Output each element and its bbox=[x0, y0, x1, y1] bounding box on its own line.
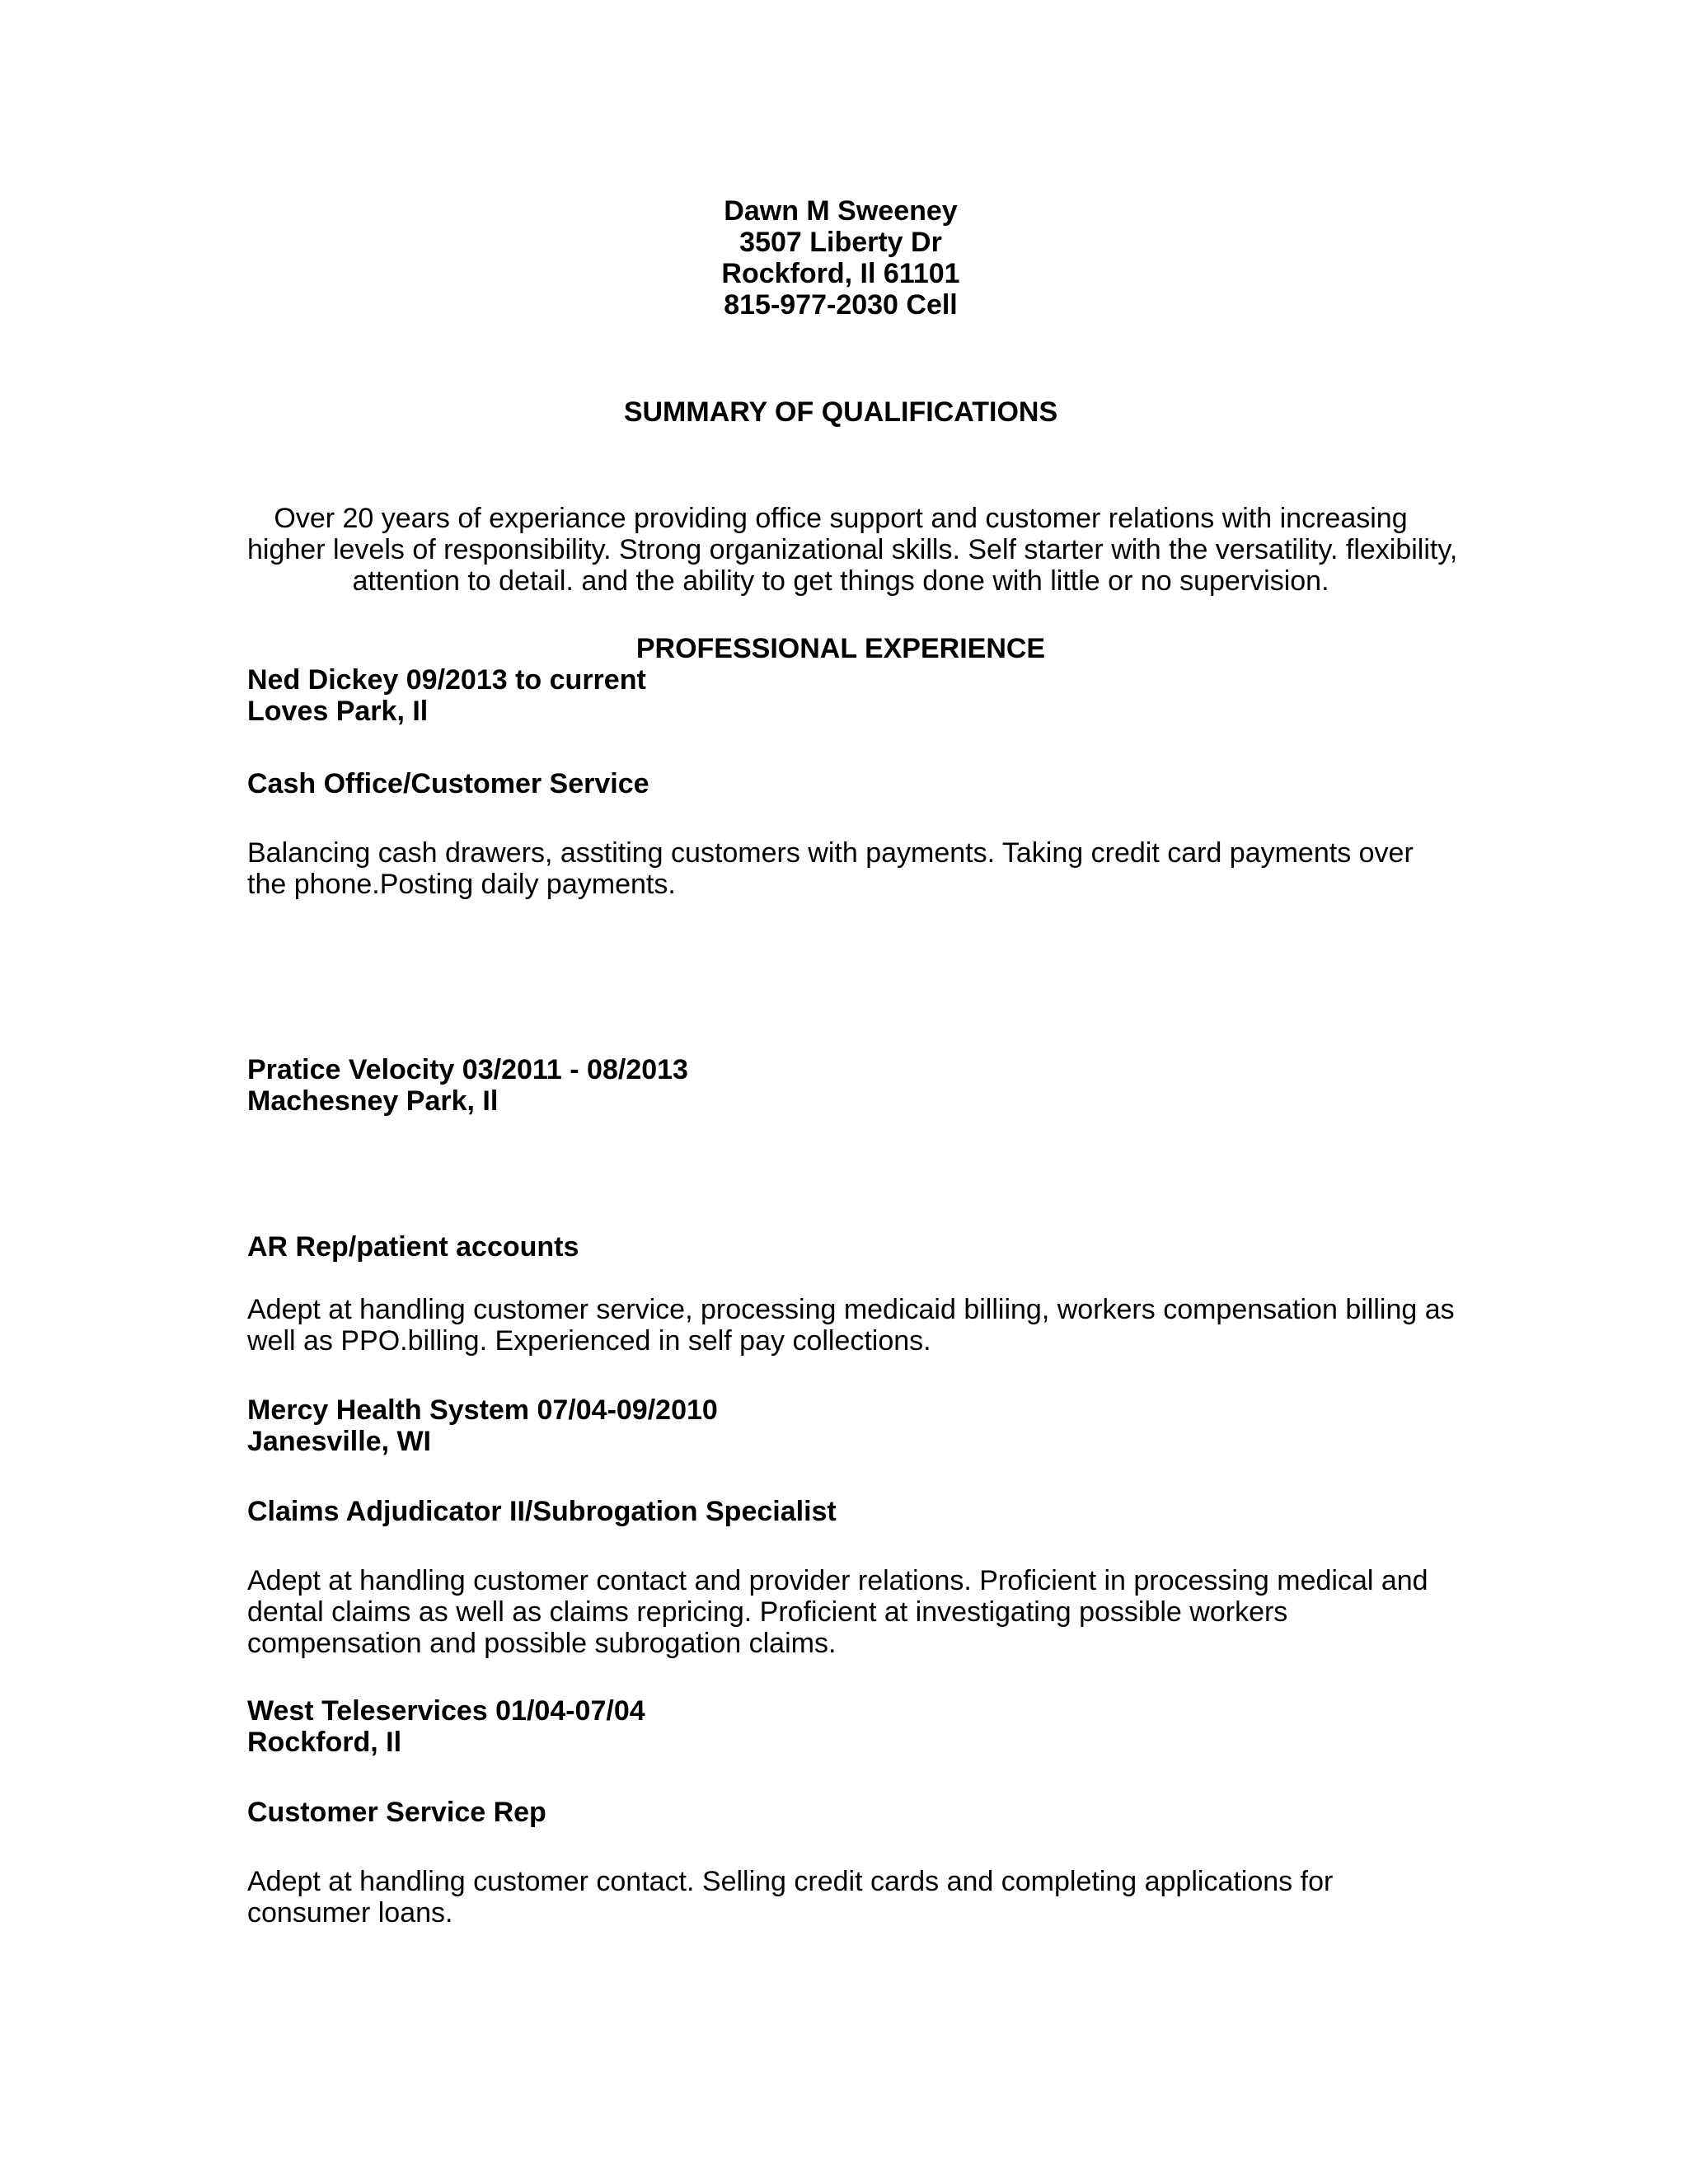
job-description bbox=[247, 837, 1442, 900]
phone-number: 815-977-2030 Cell bbox=[724, 289, 958, 321]
summary-heading: SUMMARY OF QUALIFICATIONS bbox=[623, 396, 1058, 428]
job-title: Cash Office/Customer Service bbox=[247, 768, 649, 799]
street-address: 3507 Liberty Dr bbox=[739, 227, 942, 258]
job-location: Loves Park, Il bbox=[247, 696, 429, 727]
job-description-line: compensation and possible subrogation claims. bbox=[247, 1628, 837, 1659]
summary-line: attention to detail. and the ability to get things done with little or no supervision. bbox=[352, 565, 1329, 597]
job-description bbox=[247, 1866, 1442, 1929]
job-description-line: dental claims as well as claims repricing. Proficient at investigating possible workers bbox=[247, 1596, 1288, 1628]
job-title: AR Rep/patient accounts bbox=[247, 1231, 579, 1263]
job-description bbox=[247, 1294, 1455, 1357]
summary-line: higher levels of responsibility. Strong organizational skills. Self starter with the versatility. flexibility, bbox=[247, 534, 1458, 565]
contact-header bbox=[247, 195, 1434, 321]
job-header bbox=[247, 664, 1442, 727]
job-description-line: Adept at handling customer contact. Selling credit cards and completing applications for bbox=[247, 1866, 1334, 1897]
applicant-name: Dawn M Sweeney bbox=[724, 195, 958, 227]
summary-line: Over 20 years of experiance providing office support and customer relations with increasing bbox=[274, 503, 1408, 534]
job-location: Rockford, Il bbox=[247, 1727, 402, 1758]
job-location: Machesney Park, Il bbox=[247, 1085, 499, 1117]
job-employer: Ned Dickey 09/2013 to current bbox=[247, 664, 646, 696]
job-description-line: Balancing cash drawers, asstiting customers with payments. Taking credit card payments over bbox=[247, 837, 1414, 869]
job-employer: West Teleservices 01/04-07/04 bbox=[247, 1695, 645, 1727]
job-description-line: Adept at handling customer contact and provider relations. Proficient in processing medical and bbox=[247, 1565, 1428, 1596]
job-header bbox=[247, 1394, 1442, 1457]
job-header bbox=[247, 1695, 1442, 1758]
job-description-line: Adept at handling customer service, processing medicaid billiing, workers compensation billing as bbox=[247, 1294, 1455, 1325]
job-employer: Mercy Health System 07/04-09/2010 bbox=[247, 1394, 718, 1426]
job-title: Customer Service Rep bbox=[247, 1797, 546, 1828]
summary-paragraph bbox=[247, 503, 1458, 597]
job-title: Claims Adjudicator II/Subrogation Specialist bbox=[247, 1496, 837, 1527]
job-location: Janesville, WI bbox=[247, 1426, 431, 1457]
job-header bbox=[247, 1054, 1442, 1117]
job-description-line: the phone.Posting daily payments. bbox=[247, 869, 676, 900]
job-description bbox=[247, 1565, 1442, 1659]
job-description-line: consumer loans. bbox=[247, 1897, 453, 1929]
job-employer: Pratice Velocity 03/2011 - 08/2013 bbox=[247, 1054, 688, 1085]
city-state-zip: Rockford, Il 61101 bbox=[721, 258, 960, 289]
job-description-line: well as PPO.billing. Experienced in self pay collections. bbox=[247, 1325, 931, 1357]
experience-heading: PROFESSIONAL EXPERIENCE bbox=[635, 633, 1046, 664]
